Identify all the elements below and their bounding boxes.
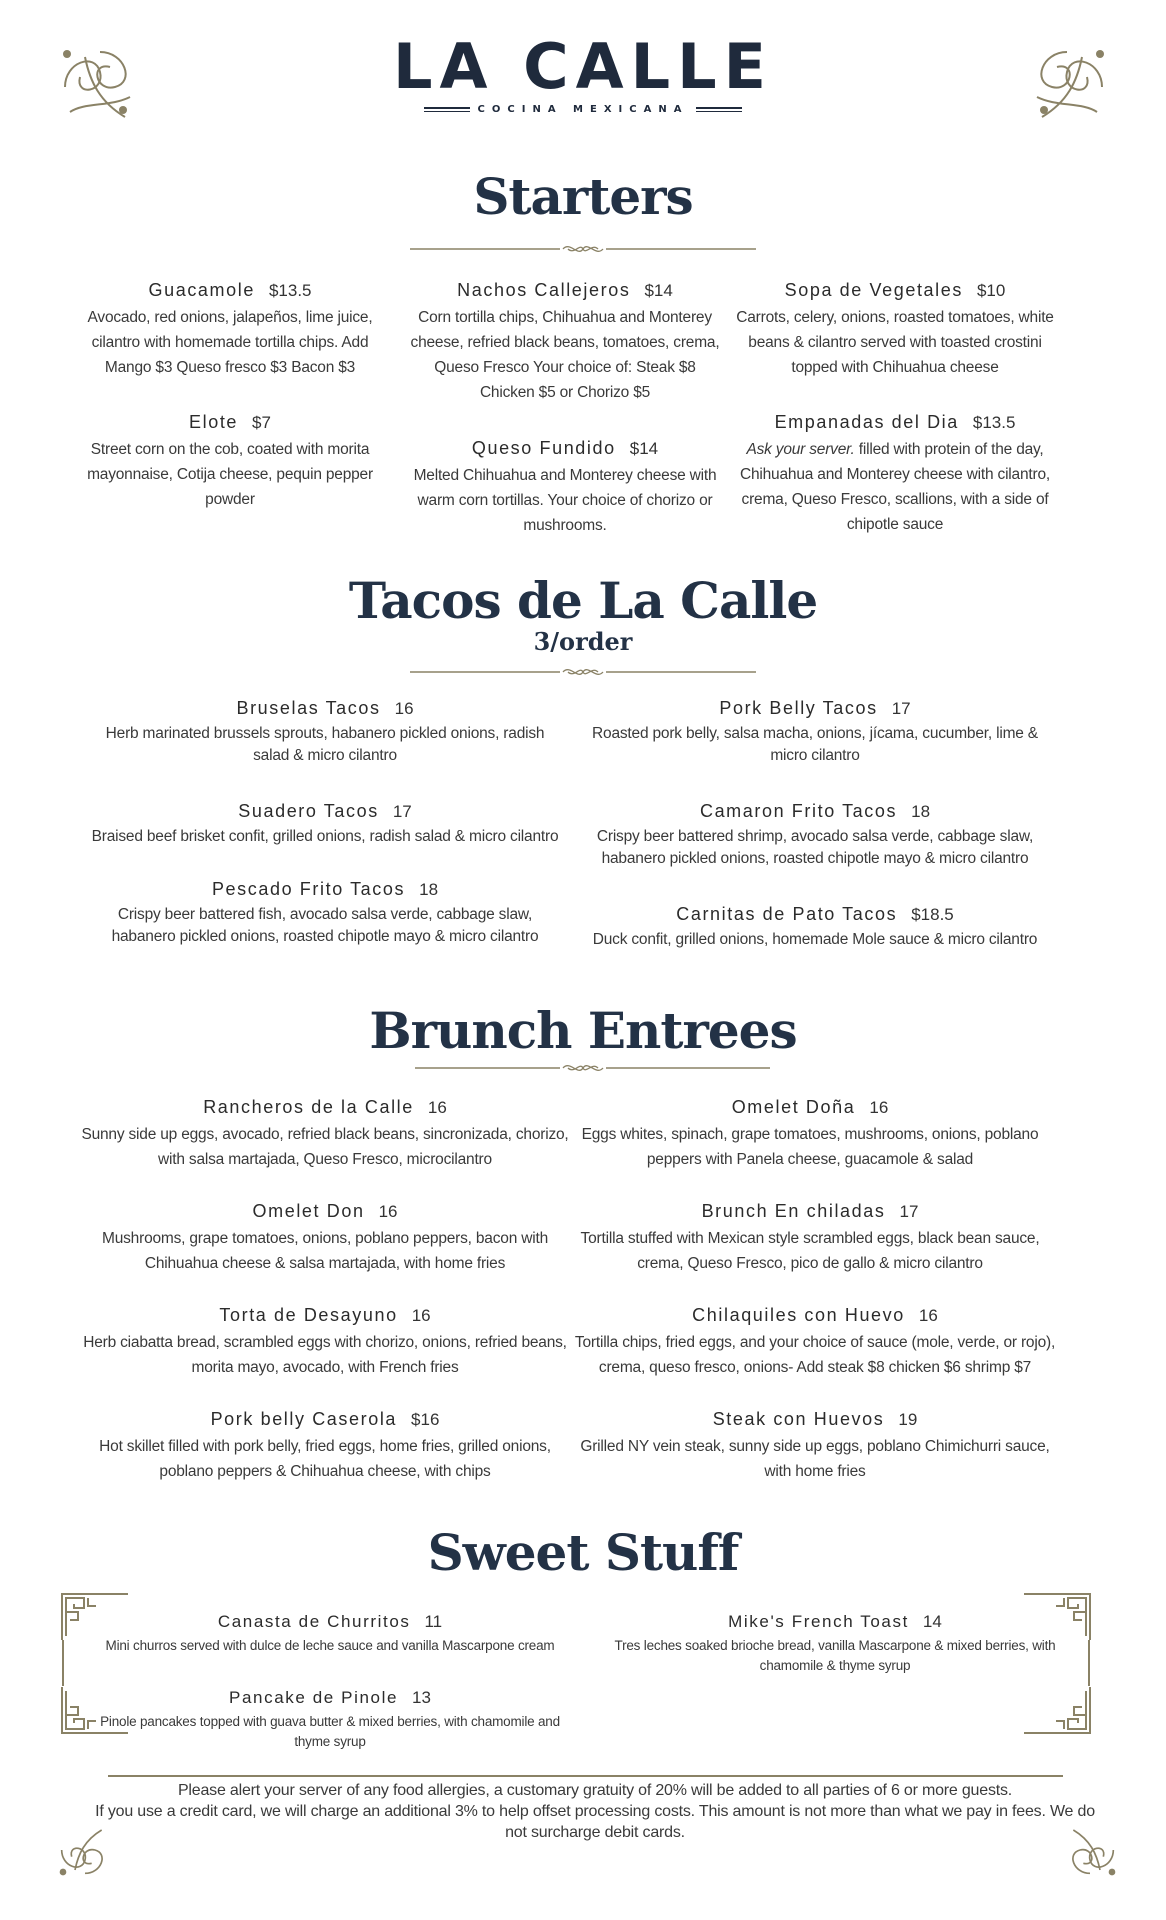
menu-item-nachos-callejeros xyxy=(405,280,725,405)
scroll-divider-icon xyxy=(0,664,1166,680)
item-description: Crispy beer battered fish, avocado salsa verde, cabbage slaw, habanero pickled onions, roasted chipotle mayo & micro cilantro xyxy=(111,906,539,945)
item-description: Hot skillet filled with pork belly, fried eggs, home fries, grilled onions, poblano peppers & Chihuahua cheese, with chips xyxy=(99,1438,551,1480)
menu-item-rancheros-de-la-calle xyxy=(75,1097,575,1172)
item-price: 13 xyxy=(412,1688,431,1707)
menu-item-pancake-de-pinole xyxy=(100,1688,560,1752)
menu-item-torta-de-desayuno xyxy=(75,1305,575,1380)
item-price: 16 xyxy=(394,699,414,718)
item-price: 17 xyxy=(899,1202,919,1221)
item-price: $18.5 xyxy=(911,905,954,924)
item-name: Chilaquiles con Huevo xyxy=(692,1305,905,1325)
item-name: Omelet Doña xyxy=(731,1097,856,1117)
item-price: 19 xyxy=(898,1410,918,1429)
section-title-sweet-stuff: Sweet Stuff xyxy=(427,1523,739,1582)
item-description-text: filled with protein of the day, Chihuahua and Monterey cheese with cilantro, crema, Queso Fresco, scallions, with a side of chipotle sauce xyxy=(739,441,1050,533)
menu-item-mikes-french-toast xyxy=(610,1612,1060,1676)
menu-item-pork-belly-tacos xyxy=(575,698,1055,767)
item-name: Suadero Tacos xyxy=(238,801,379,821)
item-description: Avocado, red onions, jalapeños, lime juice, cilantro with homemade tortilla chips. Add Mango $3 Queso fresco $3 Bacon $3 xyxy=(87,309,373,376)
item-description: Braised beef brisket confit, grilled onions, radish salad & micro cilantro xyxy=(91,828,559,845)
footer-notice xyxy=(90,1780,1100,1843)
item-description: Pinole pancakes topped with guava butter & mixed berries, with chamomile and thyme syrup xyxy=(100,1714,560,1749)
item-name: Torta de Desayuno xyxy=(219,1305,398,1325)
item-name: Pork Belly Tacos xyxy=(719,698,878,718)
brand-tagline: COCINA MEXICANA xyxy=(477,104,689,115)
section-title-brunch: Brunch Entrees xyxy=(369,1001,797,1060)
menu-item-pork-belly-caserola xyxy=(80,1409,570,1484)
menu-item-empanadas-del-dia xyxy=(730,412,1060,537)
section-subtitle-tacos: 3/order xyxy=(533,627,633,656)
item-price: 18 xyxy=(419,880,439,899)
item-price: $14 xyxy=(644,281,673,300)
item-price: 16 xyxy=(378,1202,398,1221)
item-name: Empanadas del Dia xyxy=(774,412,959,432)
item-name: Omelet Don xyxy=(252,1201,365,1221)
item-name: Carnitas de Pato Tacos xyxy=(676,904,898,924)
menu-item-omelet-don xyxy=(75,1201,575,1276)
item-price: 14 xyxy=(922,1612,942,1631)
item-description: Tres leches soaked brioche bread, vanilla Mascarpone & mixed berries, with chamomile & thyme syrup xyxy=(614,1638,1056,1673)
item-name: Guacamole xyxy=(148,280,255,300)
item-description xyxy=(730,437,1060,537)
menu-item-steak-con-huevos xyxy=(570,1409,1060,1484)
menu-item-elote xyxy=(80,412,380,512)
item-price: 18 xyxy=(911,802,931,821)
item-name: Mike's French Toast xyxy=(728,1612,909,1631)
item-name: Canasta de Churritos xyxy=(217,1612,411,1631)
menu-item-carnitas-de-pato-tacos xyxy=(575,904,1055,951)
item-note: Ask your server. xyxy=(746,441,855,458)
item-price: $14 xyxy=(629,439,659,458)
item-description: Carrots, celery, onions, roasted tomatoes, white beans & cilantro served with toasted crostini topped with Chihuahua cheese xyxy=(736,309,1054,376)
item-name: Rancheros de la Calle xyxy=(203,1097,414,1117)
item-description: Roasted pork belly, salsa macha, onions, jícama, cucumber, lime & micro cilantro xyxy=(592,725,1038,764)
footer-credit-card-note: If you use a credit card, we will charge an additional 3% to help offset processing costs. This amount is not more than what we pay in fees. We do not surcharge debit cards. xyxy=(95,1803,1095,1841)
section-title-starters: Starters xyxy=(473,167,693,226)
frame-side xyxy=(1088,1640,1090,1686)
frame-side xyxy=(62,1640,64,1686)
scroll-divider-icon xyxy=(0,241,1166,257)
item-description: Eggs whites, spinach, grape tomatoes, mushrooms, onions, poblano peppers with Panela cheese, guacamole & salad xyxy=(581,1126,1039,1168)
brand-name: LA CALLE xyxy=(393,30,773,103)
item-description: Melted Chihuahua and Monterey cheese with warm corn tortillas. Your choice of chorizo or mushrooms. xyxy=(413,467,717,534)
item-description: Duck confit, grilled onions, homemade Mole sauce & micro cilantro xyxy=(592,931,1038,948)
item-name: Steak con Huevos xyxy=(712,1409,885,1429)
item-price: $16 xyxy=(411,1410,440,1429)
footer-allergy-note: Please alert your server of any food allergies, a customary gratuity of 20% will be added to all parties of 6 or more guests. xyxy=(177,1782,1013,1799)
logo-rule xyxy=(696,107,742,112)
menu-item-canasta-de-churritos xyxy=(100,1612,560,1656)
item-price: 16 xyxy=(427,1098,447,1117)
item-price: 17 xyxy=(891,699,911,718)
item-name: Elote xyxy=(189,412,239,432)
menu-item-queso-fundido xyxy=(405,438,725,538)
menu-item-omelet-dona xyxy=(580,1097,1040,1172)
item-name: Pescado Frito Tacos xyxy=(211,879,406,899)
menu-item-suadero-tacos xyxy=(80,801,570,848)
item-description: Corn tortilla chips, Chihuahua and Monterey cheese, refried black beans, tomatoes, crema, Queso Fresco Your choice of: Steak $8 Chicken $5 or Chorizo $5 xyxy=(410,309,720,401)
item-description: Herb marinated brussels sprouts, habanero pickled onions, radish salad & micro cilantro xyxy=(105,725,545,764)
logo-rule xyxy=(424,107,470,112)
item-name: Pancake de Pinole xyxy=(229,1688,399,1707)
item-price: $10 xyxy=(976,281,1006,300)
item-description: Herb ciabatta bread, scrambled eggs with chorizo, onions, refried beans, morita mayo, avocado, with French fries xyxy=(83,1334,567,1376)
item-name: Queso Fundido xyxy=(471,438,616,458)
greek-key-frame-icon xyxy=(1022,1685,1092,1735)
item-description: Grilled NY vein steak, sunny side up eggs, poblano Chimichurri sauce, with home fries xyxy=(580,1438,1050,1480)
item-description: Tortilla stuffed with Mexican style scrambled eggs, black bean sauce, crema, Queso Fresco, pico de gallo & micro cilantro xyxy=(580,1230,1040,1272)
item-price: 11 xyxy=(424,1612,443,1631)
item-description: Tortilla chips, fried eggs, and your choice of sauce (mole, verde, or rojo), crema, queso fresco, onions- Add steak $8 chicken $6 shrimp $7 xyxy=(574,1334,1056,1376)
scroll-divider-icon xyxy=(0,1060,1166,1076)
menu-item-camaron-frito-tacos xyxy=(575,801,1055,870)
menu-item-bruselas-tacos xyxy=(80,698,570,767)
menu-item-guacamole xyxy=(80,280,380,380)
item-price: 16 xyxy=(918,1306,938,1325)
item-name: Camaron Frito Tacos xyxy=(699,801,898,821)
menu-item-sopa-de-vegetales xyxy=(730,280,1060,380)
item-description: Sunny side up eggs, avocado, refried black beans, sincronizada, chorizo, with salsa martajada, Queso Fresco, microcilantro xyxy=(81,1126,569,1168)
item-price: $13.5 xyxy=(268,281,312,300)
item-name: Nachos Callejeros xyxy=(457,280,631,300)
section-title-tacos: Tacos de La Calle xyxy=(348,571,818,630)
item-description: Mini churros served with dulce de leche sauce and vanilla Mascarpone cream xyxy=(105,1638,555,1653)
menu-item-pescado-frito-tacos xyxy=(80,879,570,948)
menu-item-chilaquiles-con-huevo xyxy=(570,1305,1060,1380)
item-name: Pork belly Caserola xyxy=(210,1409,398,1429)
menu-item-brunch-enchiladas xyxy=(580,1201,1040,1276)
item-name: Sopa de Vegetales xyxy=(784,280,963,300)
footer-rule xyxy=(108,1775,1063,1777)
brand-logo xyxy=(0,30,1166,115)
item-description: Street corn on the cob, coated with morita mayonnaise, Cotija cheese, pequin pepper powder xyxy=(87,441,373,508)
item-name: Bruselas Tacos xyxy=(236,698,381,718)
item-description: Crispy beer battered shrimp, avocado salsa verde, cabbage slaw, habanero pickled onions, roasted chipotle mayo & micro cilantro xyxy=(596,828,1034,867)
item-price: $13.5 xyxy=(972,413,1016,432)
item-price: $7 xyxy=(252,413,271,432)
item-description: Mushrooms, grape tomatoes, onions, poblano peppers, bacon with Chihuahua cheese & salsa martajada, with home fries xyxy=(102,1230,548,1272)
item-price: 17 xyxy=(392,802,412,821)
item-price: 16 xyxy=(411,1306,431,1325)
item-name: Brunch En chiladas xyxy=(701,1201,886,1221)
item-price: 16 xyxy=(869,1098,889,1117)
